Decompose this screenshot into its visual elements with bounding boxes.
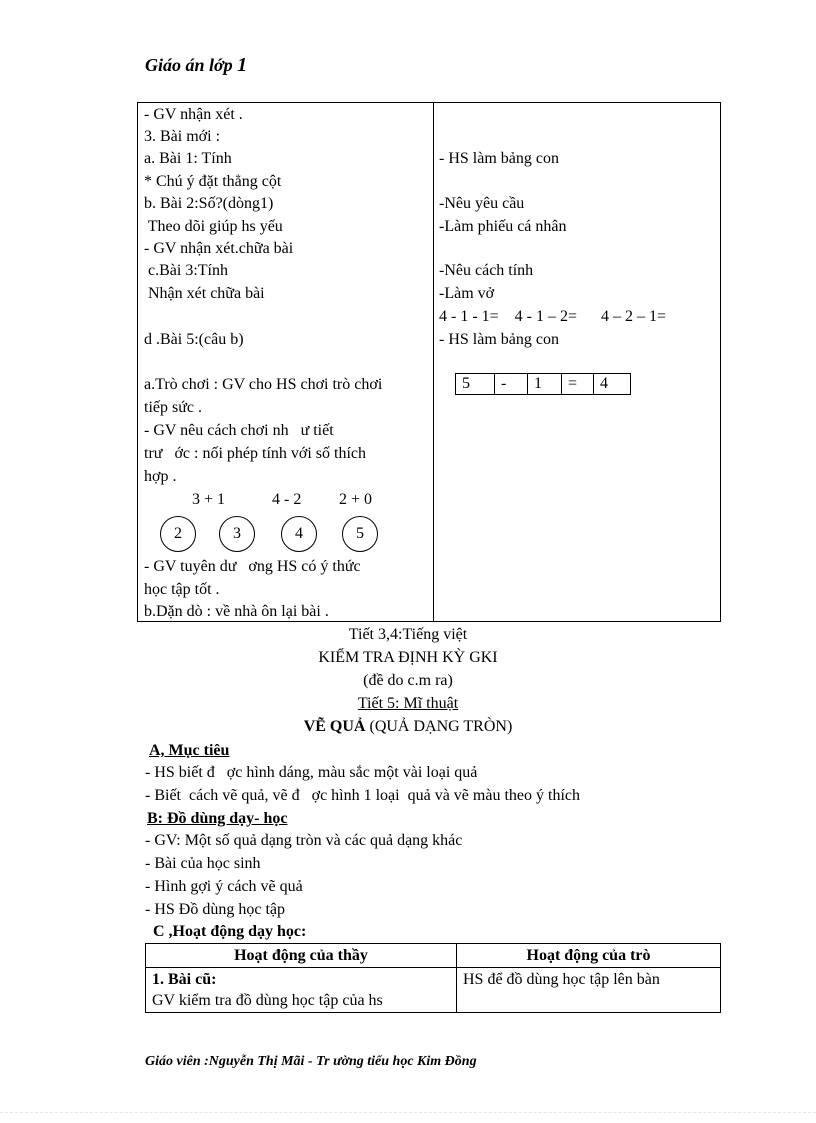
left-line-5: b. Bài 2:Số?(dòng1) <box>144 195 274 212</box>
page-header <box>145 54 247 77</box>
right-line-1: - HS làm bảng con <box>439 150 559 167</box>
do-dung-heading: B: Đồ dùng dạy- học <box>147 810 288 827</box>
muc-tieu-item-1: - HS biết đ ợc hình dáng, màu sắc một vài loại quả <box>145 764 478 781</box>
left-line-13: - GV nêu cách chơi nh ư tiết <box>144 422 334 439</box>
do-dung-item-4: - HS Đồ dùng học tập <box>145 901 285 918</box>
right-line-5: -Làm vở <box>439 285 495 302</box>
left-line-15: hợp . <box>144 468 177 485</box>
tiet-3-4-heading: Tiết 3,4:Tiếng việt <box>348 626 468 643</box>
left-line-14: trư ớc : nối phép tính với số thích <box>144 445 367 462</box>
answer-boxes <box>455 373 631 395</box>
header-title: Giáo án lớp <box>145 55 233 75</box>
left-line-10: d .Bài 5:(câu b) <box>144 331 244 348</box>
number-circle-4: 4 <box>281 516 317 552</box>
table-divider <box>433 103 434 621</box>
answer-box-2: - <box>494 373 528 395</box>
do-dung-item-2: - Bài của học sinh <box>145 855 261 872</box>
right-line-6: 4 - 1 - 1= 4 - 1 – 2= 4 – 2 – 1= <box>439 308 667 325</box>
col-student-header: Hoạt động của trò <box>457 944 721 968</box>
answer-box-4: = <box>561 373 594 395</box>
left-line-3: a. Bài 1: Tính <box>144 150 232 167</box>
right-line-2: -Nêu yêu cầu <box>439 195 525 212</box>
left-line-8: c.Bài 3:Tính <box>144 262 228 279</box>
row1-teacher: GV kiểm tra đồ dùng học tập của hs <box>152 992 383 1009</box>
header-grade: 1 <box>237 54 248 76</box>
left-line-6: Theo dõi giúp hs yếu <box>144 218 283 235</box>
do-dung-item-1: - GV: Một số quả dạng tròn và các quả dạng khác <box>145 832 463 849</box>
activity-table-header <box>146 944 721 968</box>
de-note: (đề do c.m ra) <box>363 672 453 689</box>
right-line-3: -Làm phiếu cá nhân <box>439 218 567 235</box>
tiet-5-text: Tiết 5: Mĩ thuật <box>357 695 459 712</box>
left-line-1: - GV nhận xét . <box>144 106 243 123</box>
left-line-9: Nhận xét chữa bài <box>144 285 265 302</box>
left-line-7: - GV nhận xét.chữa bài <box>144 240 294 257</box>
lesson-title-bold: VẼ QUẢ <box>303 718 366 735</box>
col-teacher-header: Hoạt động của thầy <box>146 944 457 968</box>
tiet-5-heading <box>0 693 816 715</box>
number-circle-2: 2 <box>160 516 196 552</box>
lesson-title-rest: (QUẢ DẠNG TRÒN) <box>365 718 513 735</box>
page-footer: Giáo viên :Nguyễn Thị Mãi - Tr ường tiểu học Kim Đồng <box>145 1054 477 1069</box>
expression-3: 2 + 0 <box>339 491 373 508</box>
expression-1: 3 + 1 <box>192 491 226 508</box>
left-line-4: * Chú ý đặt thẳng cột <box>144 173 282 190</box>
left-line-2: 3. Bài mới : <box>144 128 221 145</box>
left-line-17: học tập tốt . <box>144 581 220 598</box>
teacher-cell <box>146 968 457 1013</box>
left-line-11: a.Trò chơi : GV cho HS chơi trò chơi <box>144 376 383 393</box>
number-circle-3: 3 <box>219 516 255 552</box>
right-line-7: - HS làm bảng con <box>439 331 559 348</box>
lesson-title <box>0 716 816 738</box>
expression-2: 4 - 2 <box>272 491 302 508</box>
muc-tieu-item-2: - Biết cách vẽ quả, vẽ đ ợc hình 1 loại quả và vẽ màu theo ý thích <box>145 787 580 804</box>
right-line-4: -Nêu cách tính <box>439 262 534 279</box>
student-cell: HS để đồ dùng học tập lên bàn <box>457 968 721 1013</box>
row1-title: 1. Bài cũ: <box>152 971 217 988</box>
answer-box-1: 5 <box>455 373 495 395</box>
number-circle-5: 5 <box>342 516 378 552</box>
activity-table-row <box>146 968 721 1013</box>
page-bottom-rule <box>0 1112 816 1113</box>
left-line-16: - GV tuyên dư ơng HS có ý thức <box>144 558 361 575</box>
activity-table <box>145 943 721 1013</box>
answer-box-3: 1 <box>527 373 562 395</box>
kiem-tra-heading: KIỂM TRA ĐỊNH KỲ GKI <box>318 649 498 666</box>
muc-tieu-heading: A, Mục tiêu <box>149 742 230 759</box>
do-dung-item-3: - Hình gợi ý cách vẽ quả <box>145 878 303 895</box>
hoat-dong-heading: C ,Hoạt động dạy học: <box>153 923 307 940</box>
left-line-12: tiếp sức . <box>144 399 202 416</box>
answer-box-5: 4 <box>593 373 631 395</box>
left-line-18: b.Dặn dò : về nhà ôn lại bài . <box>144 603 329 620</box>
